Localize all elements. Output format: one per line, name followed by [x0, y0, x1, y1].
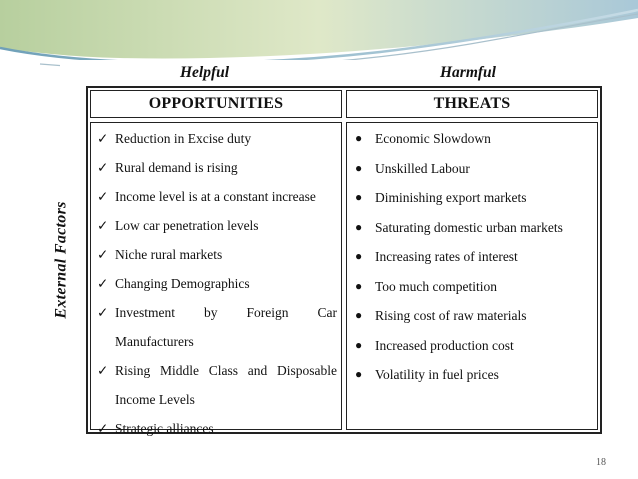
threats-list	[355, 124, 593, 390]
check-icon: ✓	[97, 363, 109, 378]
threats-box	[346, 122, 598, 430]
bullet-icon: ●	[355, 367, 363, 381]
external-factors-label: External Factors	[53, 201, 71, 319]
harmful-header: Harmful	[440, 64, 496, 81]
threat-item: ● Unskilled Labour	[355, 154, 593, 184]
opportunity-item: ✓ Investment by Foreign Car Manufacturers	[97, 298, 337, 356]
check-icon: ✓	[97, 421, 109, 436]
opportunities-list	[97, 124, 337, 443]
threat-item: ● Economic Slowdown	[355, 124, 593, 154]
check-icon: ✓	[97, 218, 109, 233]
bullet-icon: ●	[355, 337, 363, 352]
helpful-header: Helpful	[180, 64, 230, 81]
threat-item: ● Rising cost of raw materials	[355, 301, 593, 331]
threat-item: ● Too much competition	[355, 272, 593, 302]
bullet-icon: ●	[355, 308, 363, 322]
threat-item: ● Increasing rates of interest	[355, 242, 593, 272]
threat-item: ● Diminishing export markets	[355, 183, 593, 213]
check-icon: ✓	[97, 247, 109, 262]
opportunities-title: OPPORTUNITIES	[90, 90, 342, 118]
bullet-icon: ●	[355, 131, 363, 145]
opportunities-box	[90, 122, 342, 436]
threat-item: ● Saturating domestic urban markets	[355, 213, 593, 243]
check-icon: ✓	[97, 189, 109, 204]
bullet-icon: ●	[355, 249, 363, 263]
threat-item: ● Volatility in fuel prices	[355, 360, 593, 390]
bullet-icon: ●	[355, 160, 363, 175]
bullet-icon: ●	[355, 190, 363, 204]
external-factors-label-cell	[40, 86, 84, 434]
opportunity-item: ✓ Reduction in Excise duty	[97, 124, 337, 153]
check-icon: ✓	[97, 276, 109, 291]
check-icon: ✓	[97, 131, 109, 146]
opportunity-item: ✓ Low car penetration levels	[97, 211, 337, 240]
bullet-icon: ●	[355, 219, 363, 234]
bullet-icon: ●	[355, 278, 363, 293]
check-icon: ✓	[97, 305, 109, 320]
opportunity-item: ✓ Niche rural markets	[97, 240, 337, 269]
opportunity-item: ✓ Strategic alliances	[97, 414, 337, 443]
opportunity-item: ✓ Changing Demographics	[97, 269, 337, 298]
page-number: 18	[596, 457, 606, 468]
check-icon: ✓	[97, 160, 109, 175]
opportunity-item: ✓ Rising Middle Class and Disposable Income Levels	[97, 356, 337, 414]
threat-item: ● Increased production cost	[355, 331, 593, 361]
threats-title: THREATS	[346, 90, 598, 118]
opportunity-item: ✓ Income level is at a constant increase	[97, 182, 337, 211]
opportunity-item: ✓ Rural demand is rising	[97, 153, 337, 182]
